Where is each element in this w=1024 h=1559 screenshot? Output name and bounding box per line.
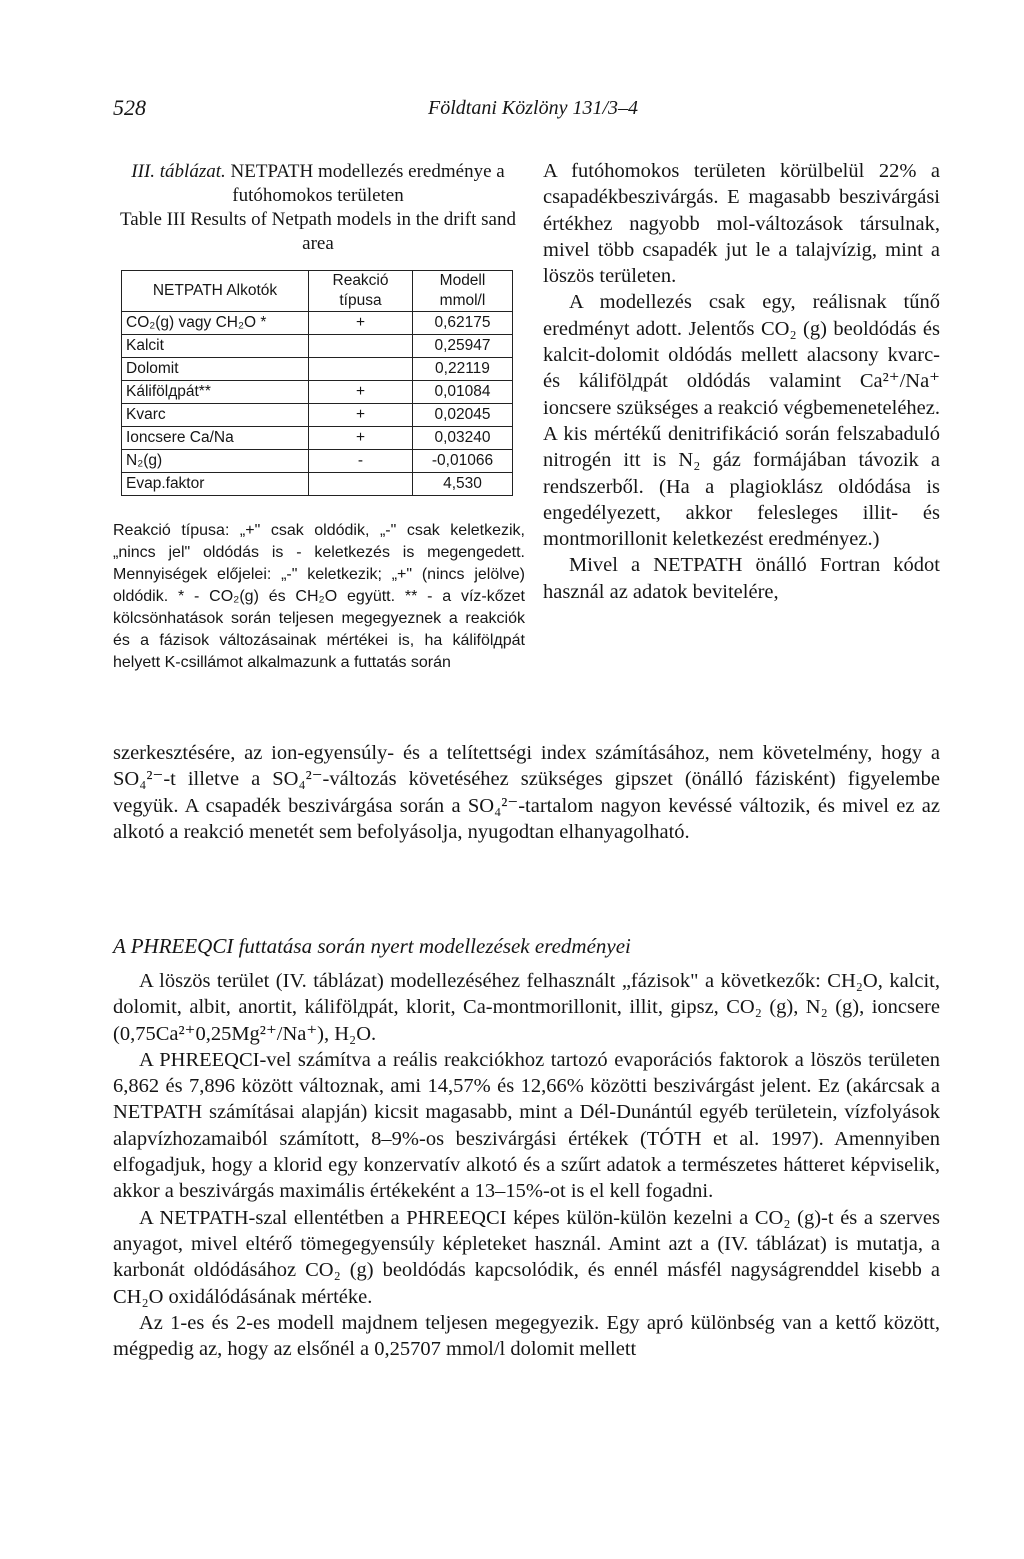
component-cell: Kalcit: [122, 335, 309, 358]
reaction-type-cell: +: [309, 404, 413, 427]
table-footnote: Reakció típusa: „+" csak oldódik, „-" csak keletkezik, „nincs jel" oldódás is - keletkezés is megengedett. Mennyiségek előjelei: „-" keletkezik; „+" (nincs jelölve) oldódik. * - CO₂(g) és CH₂O együtt. ** - a víz-kőzet kölcsönhatások során teljesen megegyeznek a reakciók és a fázisok változásainak mértékei is, ha kálifölдpát helyett K-csillámot alkalmazunk a futtatás során: [113, 522, 525, 671]
reaction-type-cell: +: [309, 312, 413, 335]
model-value-cell: 0,62175: [413, 312, 513, 335]
table-body: [122, 312, 513, 496]
right-column: [543, 158, 940, 605]
model-value-cell: 0,25947: [413, 335, 513, 358]
results-table: [121, 270, 513, 496]
col-components-header: NETPATH Alkotók: [122, 271, 309, 312]
paragraph: szerkesztésére, az ion-egyensúly- és a telítettségi index számításához, nem követelmény, hogy a SO₄²⁻-t illetve a SO₄²⁻-változás követéséhez szükséges gipszet (önálló fázisként) figyelembe vegyük. A csapadék beszivárgása során a SO₄²⁻-tartalom nagyon kevéssé változik, és mivel ez az alkotó a reakció menetét sem befolyásolja, nyugodtan elhanyagolható.: [113, 742, 940, 843]
paragraph: A modellezés csak egy, reálisnak tűnő eredményt adott. Jelentős CO₂ (g) beoldódás és kalcit-dolomit oldódás mellett alacsony kvarc- és kálifölдpát oldódás valamint Ca²⁺/Na⁺ ioncsere szükséges a reakció végbemeneteléhez. A kis mértékű denitrifikáció során felszabaduló nitrogén itt is N₂ gáz formájában távozik a rendszerből. (Ha a plagioklász oldódása is engedélyezett, akkor felesleges illit- és montmorillonit keletkezést eredményez.): [543, 291, 940, 551]
reaction-type-cell: [309, 473, 413, 496]
table-caption: [113, 160, 523, 256]
component-cell: Evap.faktor: [122, 473, 309, 496]
body-text: [113, 968, 940, 1362]
component-cell: CO₂(g) vagy CH₂O *: [122, 312, 309, 335]
paragraph: A löszös terület (IV. táblázat) modellezéséhez felhasznált „fázisok" a következők: CH₂O, kalcit, dolomit, albit, anortit, kálifölдpát, klorit, Ca-montmorillonit, illit, gipsz, CO₂ (g), N₂ (g), ioncsere (0,75Ca²⁺0,25Mg²⁺/Na⁺), H₂O.: [113, 970, 940, 1045]
model-value-cell: 0,01084: [413, 381, 513, 404]
table-row: [122, 473, 513, 496]
paragraph: Mivel a NETPATH önálló Fortran kódot használ az adatok bevitelére,: [543, 554, 940, 603]
paragraph: A futóhomokos területen körülbelül 22% a csapadékbeszivárgás. E magasabb beszivárgási értékhez nagyobb mol-változások társulnak, mivel több csapadék jut le a talajvízig, mint a löszös területen.: [543, 160, 940, 288]
col-reaction-type-header: Reakció típusa: [309, 271, 413, 312]
table-row: [122, 335, 513, 358]
continuation-paragraph: [113, 740, 940, 845]
model-value-cell: -0,01066: [413, 450, 513, 473]
table-row: [122, 404, 513, 427]
table-row: [122, 427, 513, 450]
table-label: III. táblázat.: [131, 161, 226, 182]
table-title-hu: NETPATH modellezés eredménye a futóhomokos területen: [230, 161, 505, 206]
component-cell: Ioncsere Ca/Na: [122, 427, 309, 450]
component-cell: Kvarc: [122, 404, 309, 427]
component-cell: Dolomit: [122, 358, 309, 381]
paragraph: A NETPATH-szal ellentétben a PHREEQCI képes külön-külön kezelni a CO₂ (g)-t és a szerves anyagot, mivel eltérő tömegegyensúly képleteket használ. Amint azt a (IV. táblázat) is mutatja, a karbonát oldódásához CO₂ (g) beoldódás kapcsolódik, és ennél másfél nagyságrenddel kisebb a CH₂O oxidálódásának mértéke.: [113, 1206, 940, 1308]
table-row: [122, 450, 513, 473]
table-row: [122, 312, 513, 335]
model-value-cell: 0,03240: [413, 427, 513, 450]
table-row: [122, 358, 513, 381]
page-number: 528: [113, 95, 146, 120]
paragraph: A PHREEQCI-vel számítva a reális reakciókhoz tartozó evaporációs faktorok a löszös területen 6,862 és 7,896 között változnak, ami 14,57% és 12,66% közötti beszivárgást jelent. Ez (akárcsak a NETPATH számításai alapján) kicsit magasabb, mint a Dél-Dunántúl egyéb területein, vízfolyások alapvízhozamaiból számított, 8–9%-os beszivárgási értékek (TÓTH et al. 1997). Amennyiben elfogadjuk, hogy a klorid egy konzervatív alkotó és a szűrt adatok a természetes hátteret képviselik, akkor a beszivárgás maximális értékeként a 13–15%-ot is el kell fogadni.: [113, 1048, 940, 1203]
reaction-type-cell: [309, 335, 413, 358]
reaction-type-cell: +: [309, 427, 413, 450]
reaction-type-cell: -: [309, 450, 413, 473]
col-model-header: Modell mmol/l: [413, 271, 513, 312]
model-value-cell: 4,530: [413, 473, 513, 496]
section-title: A PHREEQCI futtatása során nyert modellezések eredményei: [113, 934, 631, 958]
model-value-cell: 0,22119: [413, 358, 513, 381]
table-title-en: Table III Results of Netpath models in the drift sand area: [120, 209, 516, 254]
model-value-cell: 0,02045: [413, 404, 513, 427]
reaction-type-cell: +: [309, 381, 413, 404]
journal-title: Földtani Közlöny 131/3–4: [428, 97, 638, 119]
reaction-type-cell: [309, 358, 413, 381]
paragraph: Az 1-es és 2-es modell majdnem teljesen megegyezik. Egy apró különbség van a kettő között, mégpedig az, hogy az elsőnél a 0,25707 mmol/l dolomit mellett: [113, 1311, 940, 1361]
table-row: [122, 381, 513, 404]
component-cell: N₂(g): [122, 450, 309, 473]
component-cell: Kálifölдpát**: [122, 381, 309, 404]
